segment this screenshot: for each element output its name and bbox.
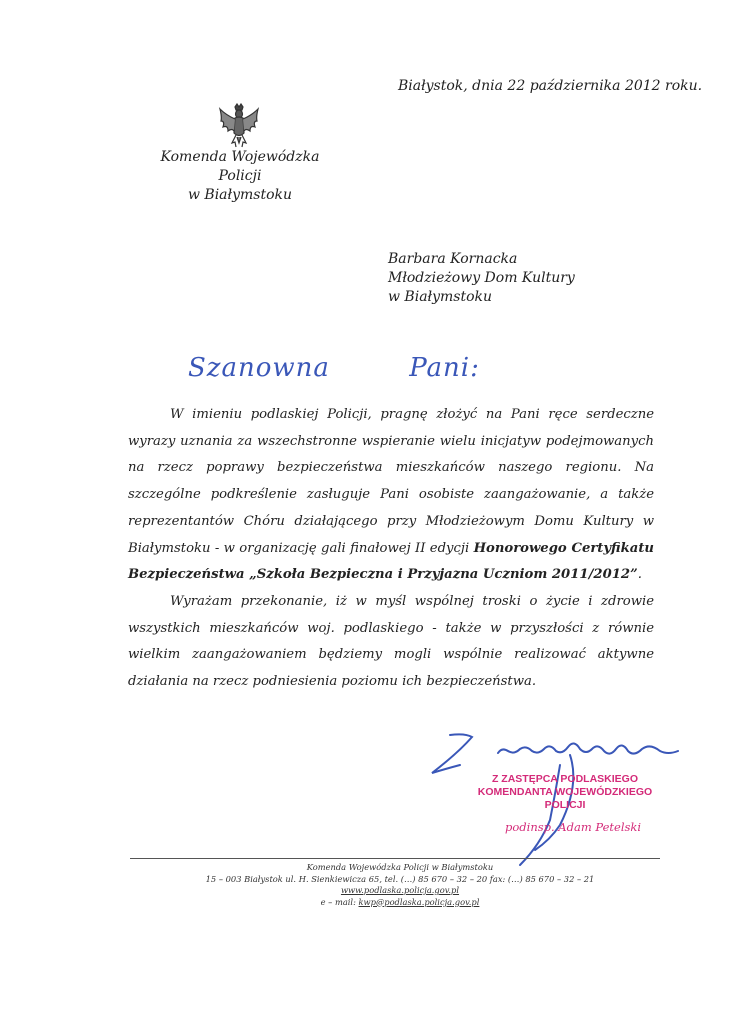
salutation-word2: Pani:: [409, 353, 480, 383]
official-stamp: [470, 773, 660, 812]
footer-website-link[interactable]: www.podlaska.policja.gov.pl: [340, 885, 460, 895]
recipient-block: [388, 250, 575, 307]
sender-line2: w Białymstoku: [187, 187, 292, 203]
letter-body: [128, 402, 654, 696]
sender-block: [140, 148, 340, 205]
recipient-institution: Młodzieżowy Dom Kultury: [388, 270, 575, 286]
body-paragraph-2: Wyrażam przekonanie, iż w myśl wspólnej troski o życie i zdrowie wszystkich mieszkańców woj. podlaskiego - także w przyszłości z równie wielkim zaangażowaniem będziemy mogli wspólnie realizować aktywne działania na rzecz podniesienia poziomu ich bezpieczeństwa.: [128, 593, 654, 690]
body-p1-end: .: [637, 567, 642, 583]
recipient-city: w Białymstoku: [388, 289, 493, 305]
footer-line2: 15 – 003 Białystok ul. H. Sienkiewicza 65, tel. (…) 85 670 – 32 – 20 fax: (…) 85 670 – 32 – 21: [205, 873, 595, 884]
sender-line1: Komenda Wojewódzka Policji: [160, 149, 320, 184]
stamp-signatory-name: podinsp. Adam Petelski: [505, 820, 642, 834]
letter-footer: [170, 862, 630, 908]
footer-email-link[interactable]: kwp@podlaska.policja.gov.pl: [358, 896, 480, 907]
salutation-word1: Szanowna: [188, 353, 330, 383]
footer-divider: [130, 858, 660, 859]
recipient-name: Barbara Kornacka: [388, 251, 518, 267]
handwritten-salutation: [188, 353, 480, 383]
footer-email-line: [170, 897, 630, 909]
certificate-title: Honorowego Certyfikatu Bezpieczeństwa „Szkoła Bezpieczna i Przyjazna Uczniom 2011/2012”: [128, 540, 655, 583]
letter-date: Białystok, dnia 22 października 2012 roku.: [398, 78, 703, 94]
footer-email-prefix: e – mail:: [320, 896, 359, 907]
footer-line1: Komenda Wojewódzka Policji w Białymstoku: [306, 862, 494, 872]
polish-eagle-emblem-icon: [218, 103, 260, 149]
stamp-line2: KOMENDANTA WOJEWÓDZKIEGO POLICJI: [477, 786, 653, 811]
body-paragraph-1: [128, 402, 654, 589]
body-p1-text: W imieniu podlaskiej Policji, pragnę złożyć na Pani ręce serdeczne wyrazy uznania za wszechstronne wspieranie wielu inicjatyw podejmowanych na rzecz poprawy bezpieczeństwa mieszkańców naszego regionu. Na szczególne podkreślenie zasługuje Pani osobiste zaangażowanie, a także reprezentantów Chóru działającego przy Młodzieżowym Domu Kultury w Białymstoku - w organizację gali finałowej II edycji: [128, 407, 654, 556]
stamp-line1: Z ZASTĘPCA PODLASKIEGO: [491, 773, 639, 785]
